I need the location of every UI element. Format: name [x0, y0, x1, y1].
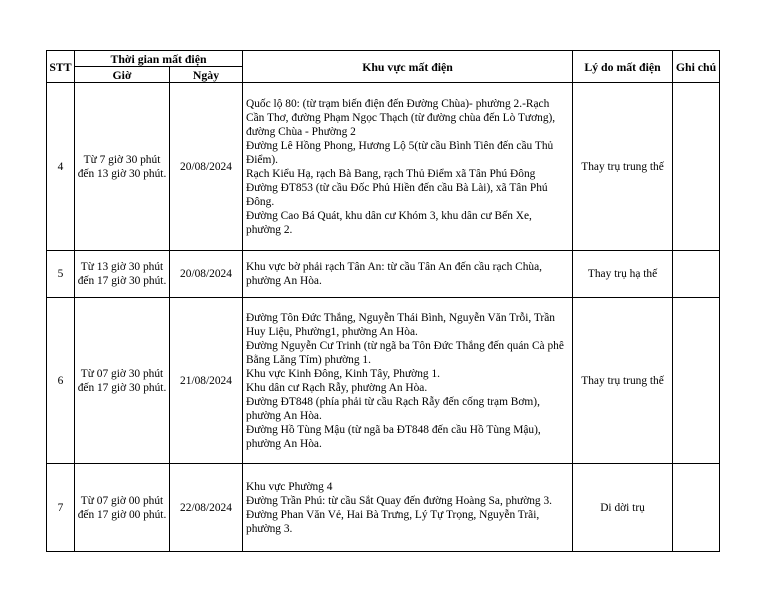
area-line: Đường Hồ Tùng Mậu (từ ngã ba ĐT848 đến cầu Hồ Tùng Mậu), phường An Hòa.: [246, 423, 541, 450]
row-stt: 7: [47, 464, 75, 552]
row-area: [243, 83, 573, 251]
header-area: Khu vực mất điện: [243, 51, 573, 83]
row-time: Từ 07 giờ 30 phút đến 17 giờ 30 phút.: [75, 298, 170, 464]
area-line: Khu vực Phường 4: [246, 480, 333, 493]
row-area: [243, 464, 573, 552]
table-row: [47, 251, 720, 298]
area-line: Quốc lộ 80: (từ trạm biến điện đến Đường Chùa)- phường 2.-Rạch Cần Thơ, đường Phạm Ngọc Thạch (từ đường chùa đến Lò Tương), đường Chùa - Phường 2: [246, 97, 556, 138]
row-stt: 5: [47, 251, 75, 298]
header-date: Ngày: [170, 67, 243, 83]
row-area: [243, 298, 573, 464]
row-note: [673, 83, 720, 251]
area-line: Đường Lê Hồng Phong, Hương Lộ 5(từ cầu Bình Tiên đến cầu Thủ Điểm).: [246, 139, 554, 166]
row-date: 21/08/2024: [170, 298, 243, 464]
row-date: 20/08/2024: [170, 83, 243, 251]
area-line: Rạch Kiểu Hạ, rạch Bà Bang, rạch Thủ Điểm xã Tân Phú Đông: [246, 167, 536, 180]
row-time: Từ 7 giờ 30 phút đến 13 giờ 30 phút.: [75, 83, 170, 251]
area-line: Khu vực bờ phải rạch Tân An: từ cầu Tân An đến cầu rạch Chùa, phường An Hòa.: [246, 261, 542, 287]
header-time-group: Thời gian mất điện: [75, 51, 243, 67]
row-reason: Thay trụ trung thế: [573, 298, 673, 464]
outage-schedule-table: [46, 50, 720, 552]
row-note: [673, 298, 720, 464]
row-stt: 6: [47, 298, 75, 464]
header-reason: Lý do mất điện: [573, 51, 673, 83]
row-stt: 4: [47, 83, 75, 251]
row-time: Từ 07 giờ 00 phút đến 17 giờ 00 phút.: [75, 464, 170, 552]
row-area: [243, 251, 573, 298]
area-line: Đường Trần Phú: từ cầu Sắt Quay đến đường Hoàng Sa, phường 3.: [246, 494, 553, 507]
header-note: Ghi chú: [673, 51, 720, 83]
header-stt: STT: [47, 51, 75, 83]
area-line: Khu vực Kinh Đông, Kinh Tây, Phường 1.: [246, 367, 440, 380]
area-line: Khu dân cư Rạch Rẫy, phường An Hòa.: [246, 381, 428, 394]
row-date: 20/08/2024: [170, 251, 243, 298]
row-reason: Thay trụ hạ thế: [573, 251, 673, 298]
row-date: 22/08/2024: [170, 464, 243, 552]
row-time: Từ 13 giờ 30 phút đến 17 giờ 30 phút.: [75, 251, 170, 298]
area-line: Đường Cao Bá Quát, khu dân cư Khóm 3, khu dân cư Bến Xe, phường 2.: [246, 209, 532, 236]
table-row: [47, 464, 720, 552]
table-row: [47, 298, 720, 464]
header-time: Giờ: [75, 67, 170, 83]
area-line: Đường Tôn Đức Thắng, Nguyễn Thái Bình, Nguyễn Văn Trỗi, Trần Huy Liệu, Phường1, phường An Hòa.: [246, 311, 555, 338]
area-line: Đường Nguyễn Cư Trinh (từ ngã ba Tôn Đức Thắng đến quán Cà phê Bằng Lăng Tím) phường 1.: [246, 339, 564, 366]
row-note: [673, 464, 720, 552]
area-line: Đường ĐT848 (phía phải từ cầu Rạch Rẫy đến cống trạm Bơm), phường An Hòa.: [246, 395, 540, 422]
table-row: [47, 83, 720, 251]
area-line: Đường ĐT853 (từ cầu Đốc Phủ Hiền đến cầu Bà Lài), xã Tân Phú Đông.: [246, 181, 548, 208]
row-note: [673, 251, 720, 298]
area-line: Đường Phan Văn Vẻ, Hai Bà Trưng, Lý Tự Trọng, Nguyễn Trãi, phường 3.: [246, 508, 540, 535]
row-reason: Di dời trụ: [573, 464, 673, 552]
row-reason: Thay trụ trung thế: [573, 83, 673, 251]
